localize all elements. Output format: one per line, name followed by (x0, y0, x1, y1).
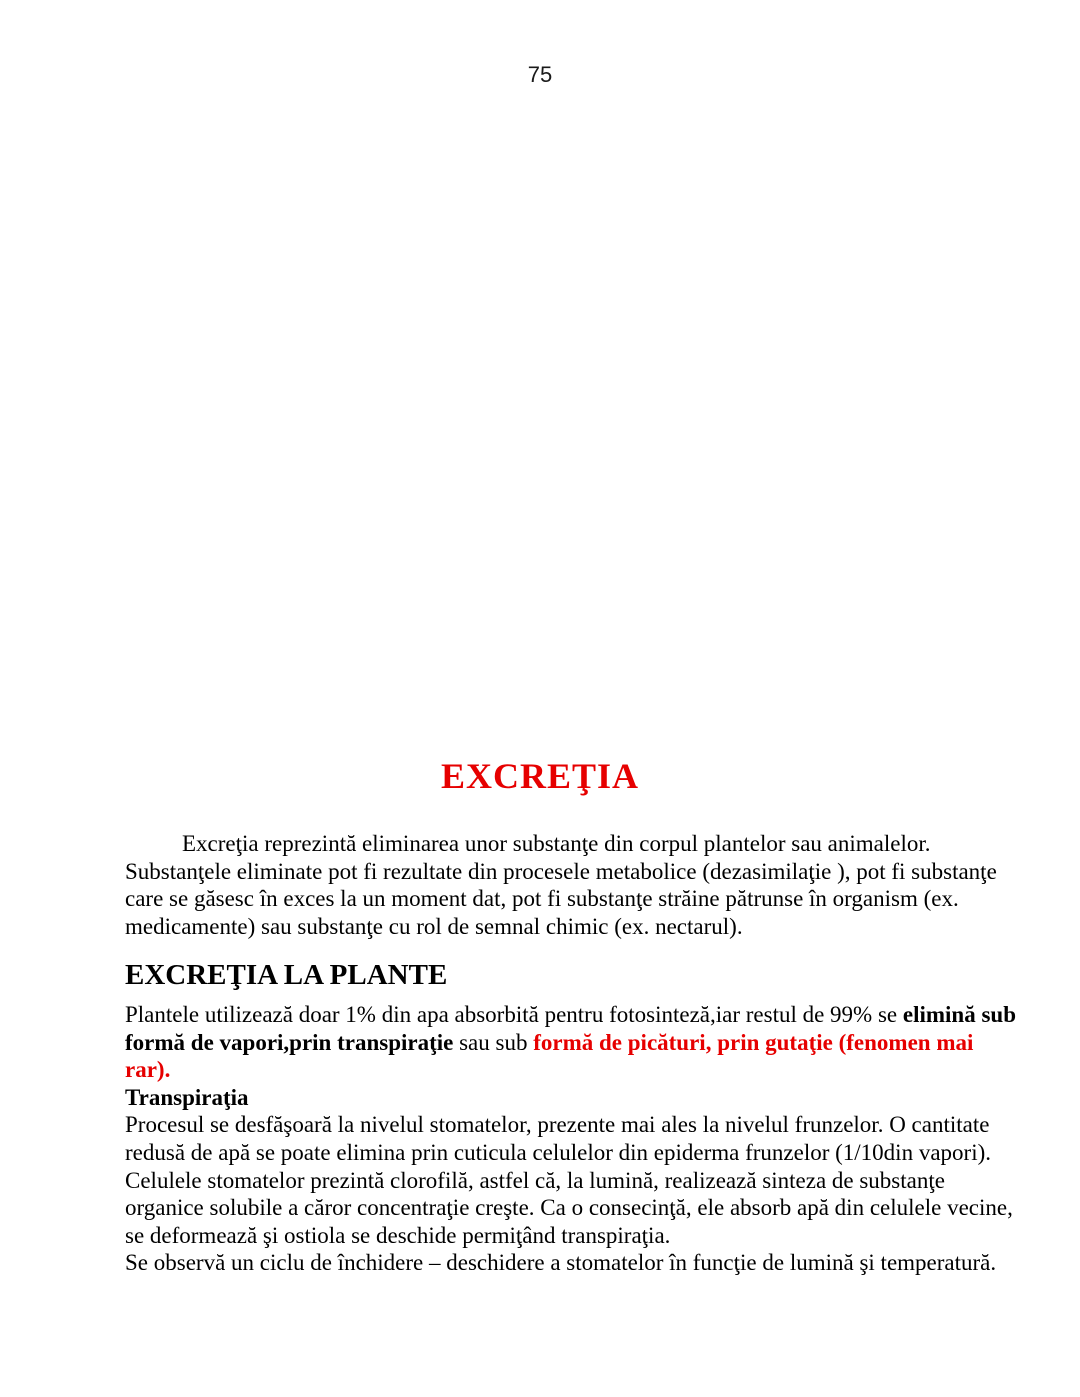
text-span: medicamente) sau substanţe cu rol de semnal chimic (ex. nectarul). (125, 913, 743, 939)
text-span: Celulele stomatelor prezintă clorofilă, astfel că, la lumină, realizează sinteza de substanţe (125, 1167, 945, 1193)
text-span: Excreţia reprezintă eliminarea unor substanţe din corpul plantelor sau animalelor. (182, 831, 931, 856)
text-line (125, 1167, 955, 1195)
text-span: Substanţele eliminate pot fi rezultate din procesele metabolice (dezasimilaţie ), pot fi substanţe (125, 858, 997, 884)
text-span: formă de vapori,prin transpiraţie (125, 1029, 454, 1055)
body-paragraph (125, 1001, 1017, 1277)
text-line (125, 1194, 1013, 1222)
text-line (125, 858, 997, 886)
text-span: elimină sub (902, 1002, 1017, 1027)
text-line (125, 1029, 974, 1057)
page-number: 75 (527, 62, 553, 87)
text-line (125, 1056, 955, 1084)
text-span: formă de picături, prin gutaţie (fenomen mai (533, 1029, 974, 1055)
text-span: Procesul se desfăşoară la nivelul stomatelor, prezente mai ales la nivelul frunzelor. O cantitate (125, 1112, 990, 1138)
text-span: care se găsesc în exces la un moment dat, pot fi substanţe străine pătrunse în organism (ex. (125, 886, 959, 912)
text-span: Transpiraţia (125, 1084, 249, 1110)
text-span: sau sub (453, 1029, 534, 1055)
text-line (125, 913, 955, 941)
intro-paragraph (125, 830, 997, 940)
text-span: organice solubile a căror concentraţie creşte. Ca o consecinţă, ele absorb apă din celulele vecine, (125, 1195, 1013, 1221)
text-span: redusă de apă se poate elimina prin cuticula celulelor din epiderma frunzelor (1/10din vapori). (125, 1139, 991, 1165)
text-line (125, 830, 955, 858)
text-line (125, 1249, 997, 1277)
document-title: EXCREŢIA (440, 756, 640, 796)
text-span: Se observă un ciclu de închidere – deschidere a stomatelor în funcţie de lumină şi temperatură. (125, 1250, 997, 1276)
text-line (125, 1001, 1017, 1029)
text-line (125, 885, 959, 913)
text-line (125, 1084, 955, 1112)
text-line (125, 1111, 990, 1139)
text-line (125, 1222, 955, 1250)
text-span: se deformează şi ostiola se deschide permiţând transpiraţia. (125, 1222, 671, 1248)
text-span: rar). (125, 1057, 171, 1083)
section-heading: EXCREŢIA LA PLANTE (125, 959, 448, 991)
text-span: Plantele utilizează doar 1% din apa absorbită pentru fotosinteză,iar restul de 99% se (125, 1002, 903, 1027)
text-line (125, 1139, 991, 1167)
